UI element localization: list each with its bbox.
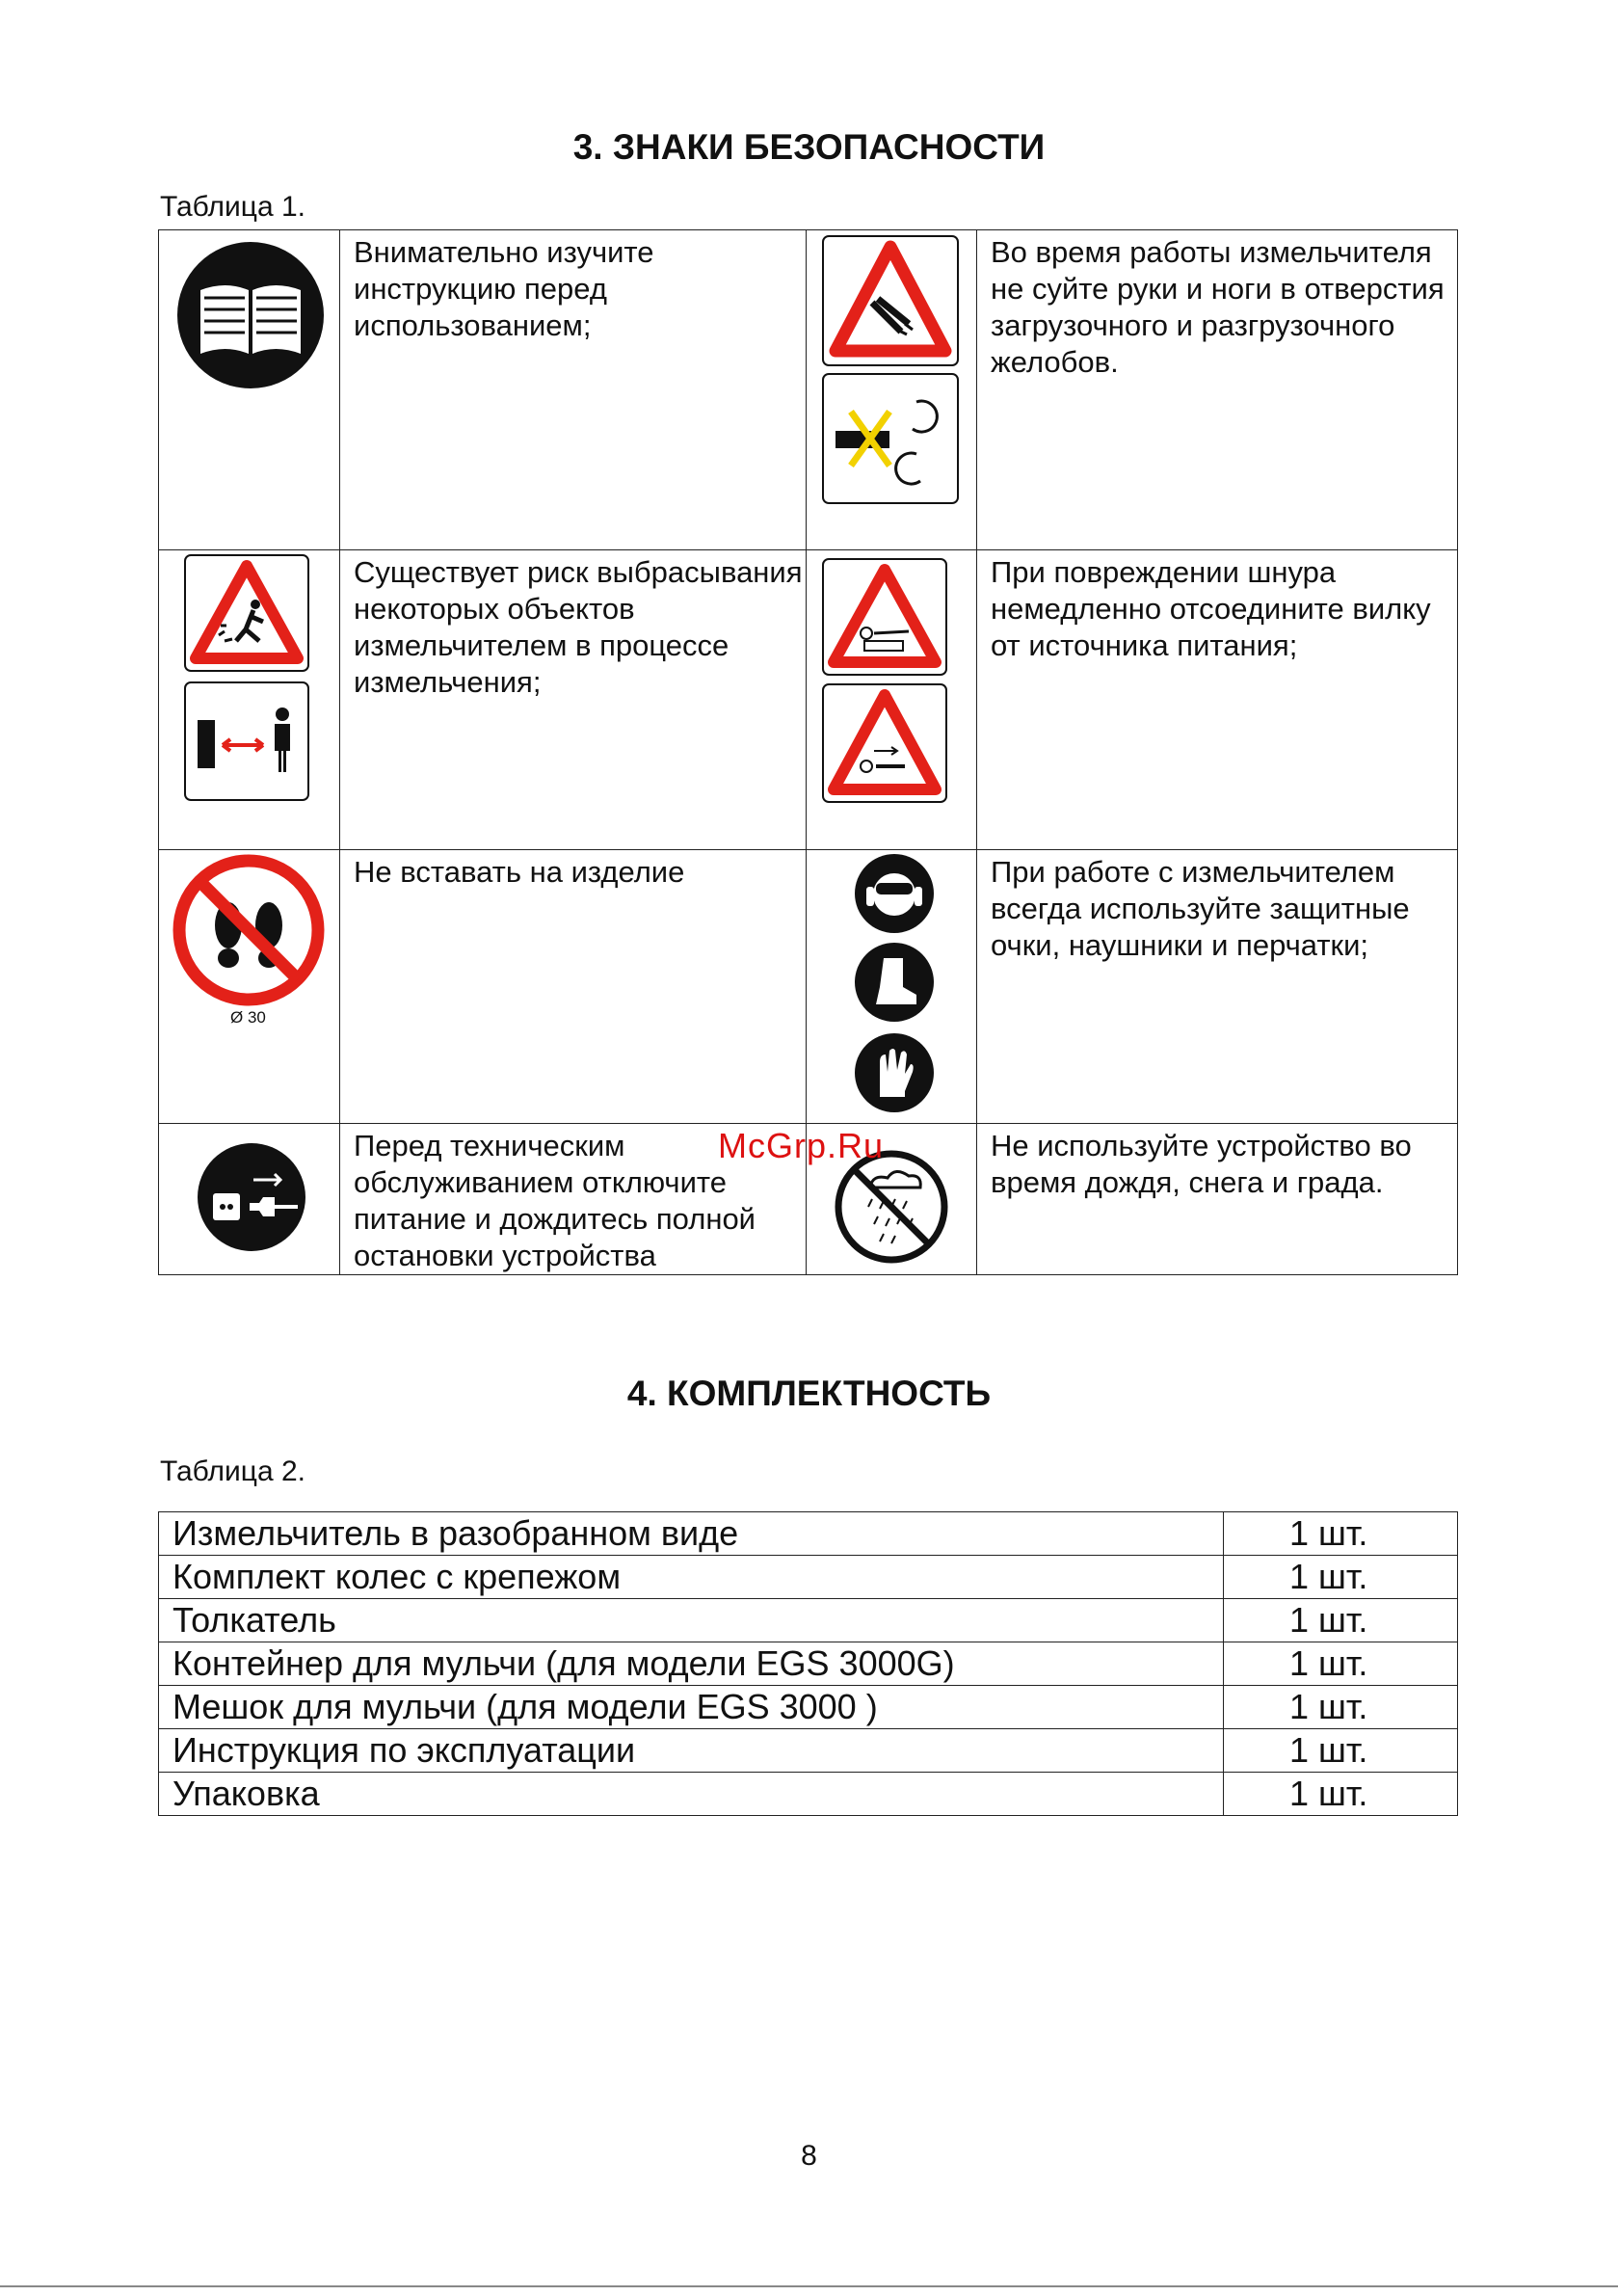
table-row	[159, 230, 1458, 550]
sign-text: Существует риск выбрасывания некоторых объектов измельчителем в процессе измельчения;	[340, 550, 807, 850]
item-name: Комплект колес с крепежом	[159, 1556, 1224, 1599]
sign-text: Не вставать на изделие	[340, 850, 807, 1124]
page-bottom-divider	[0, 2285, 1618, 2287]
thrown-objects-warning-icon	[184, 554, 309, 672]
sign-cell	[159, 550, 340, 850]
sign-text: Внимательно изучите инструкцию перед использованием;	[340, 230, 807, 550]
page-number: 8	[801, 2140, 817, 2172]
item-qty: 1 шт.	[1224, 1729, 1458, 1773]
table-row	[159, 1729, 1458, 1773]
item-name: Мешок для мульчи (для модели EGS 3000 )	[159, 1686, 1224, 1729]
sign-text: Не используйте устройство во время дождя, снега и града.	[977, 1124, 1458, 1275]
package-contents-table	[158, 1511, 1458, 1816]
item-qty: 1 шт.	[1224, 1686, 1458, 1729]
table-2-caption: Таблица 2.	[160, 1455, 305, 1487]
sign-cell	[159, 1124, 340, 1275]
no-hands-rotating-icon	[822, 373, 959, 504]
item-name: Толкатель	[159, 1599, 1224, 1642]
damaged-cord-warning-icon	[822, 558, 947, 676]
sign-cell	[807, 550, 977, 850]
sign-size-label: Ø 30	[230, 1008, 266, 1027]
sign-text: Во время работы измельчителя не суйте руки и ноги в отверстия загрузочного и разгрузочного желобов.	[977, 230, 1458, 550]
item-qty: 1 шт.	[1224, 1773, 1458, 1816]
item-name: Контейнер для мульчи (для модели EGS 3000G)	[159, 1642, 1224, 1686]
sign-text: При повреждении шнура немедленно отсоедините вилку от источника питания;	[977, 550, 1458, 850]
table-1-caption: Таблица 1.	[160, 191, 305, 223]
sign-cell	[159, 230, 340, 550]
hand-cut-warning-icon	[822, 235, 959, 366]
read-manual-icon	[177, 242, 324, 388]
item-name: Упаковка	[159, 1773, 1224, 1816]
do-not-step-icon	[172, 854, 325, 1006]
wear-boots-icon	[855, 943, 934, 1022]
item-qty: 1 шт.	[1224, 1599, 1458, 1642]
safe-distance-icon	[184, 681, 309, 801]
sign-cell	[159, 850, 340, 1124]
safety-signs-table	[158, 229, 1458, 1275]
wear-goggles-earmuffs-icon	[855, 854, 934, 933]
table-row	[159, 550, 1458, 850]
table-row	[159, 1686, 1458, 1729]
section-3-title: 3. ЗНАКИ БЕЗОПАСНОСТИ	[572, 127, 1046, 167]
item-name: Измельчитель в разобранном виде	[159, 1512, 1224, 1556]
table-row	[159, 1512, 1458, 1556]
section-4-title: 4. КОМПЛЕКТНОСТЬ	[626, 1374, 992, 1413]
table-row	[159, 850, 1458, 1124]
disconnect-plug-icon	[198, 1143, 305, 1251]
sign-cell	[807, 850, 977, 1124]
item-qty: 1 шт.	[1224, 1556, 1458, 1599]
no-rain-icon	[834, 1149, 949, 1265]
table-row	[159, 1642, 1458, 1686]
unplug-warning-icon	[822, 683, 947, 803]
table-row	[159, 1773, 1458, 1816]
wear-gloves-icon	[855, 1033, 934, 1112]
table-row	[159, 1556, 1458, 1599]
item-qty: 1 шт.	[1224, 1642, 1458, 1686]
watermark: McGrp.Ru	[718, 1126, 885, 1165]
sign-text: При работе с измельчителем всегда используйте защитные очки, наушники и перчатки;	[977, 850, 1458, 1124]
item-qty: 1 шт.	[1224, 1512, 1458, 1556]
table-row	[159, 1599, 1458, 1642]
sign-text: Перед техническим обслуживанием отключите питание и дождитесь полной остановки устройства	[340, 1124, 807, 1275]
sign-cell	[807, 230, 977, 550]
item-name: Инструкция по эксплуатации	[159, 1729, 1224, 1773]
